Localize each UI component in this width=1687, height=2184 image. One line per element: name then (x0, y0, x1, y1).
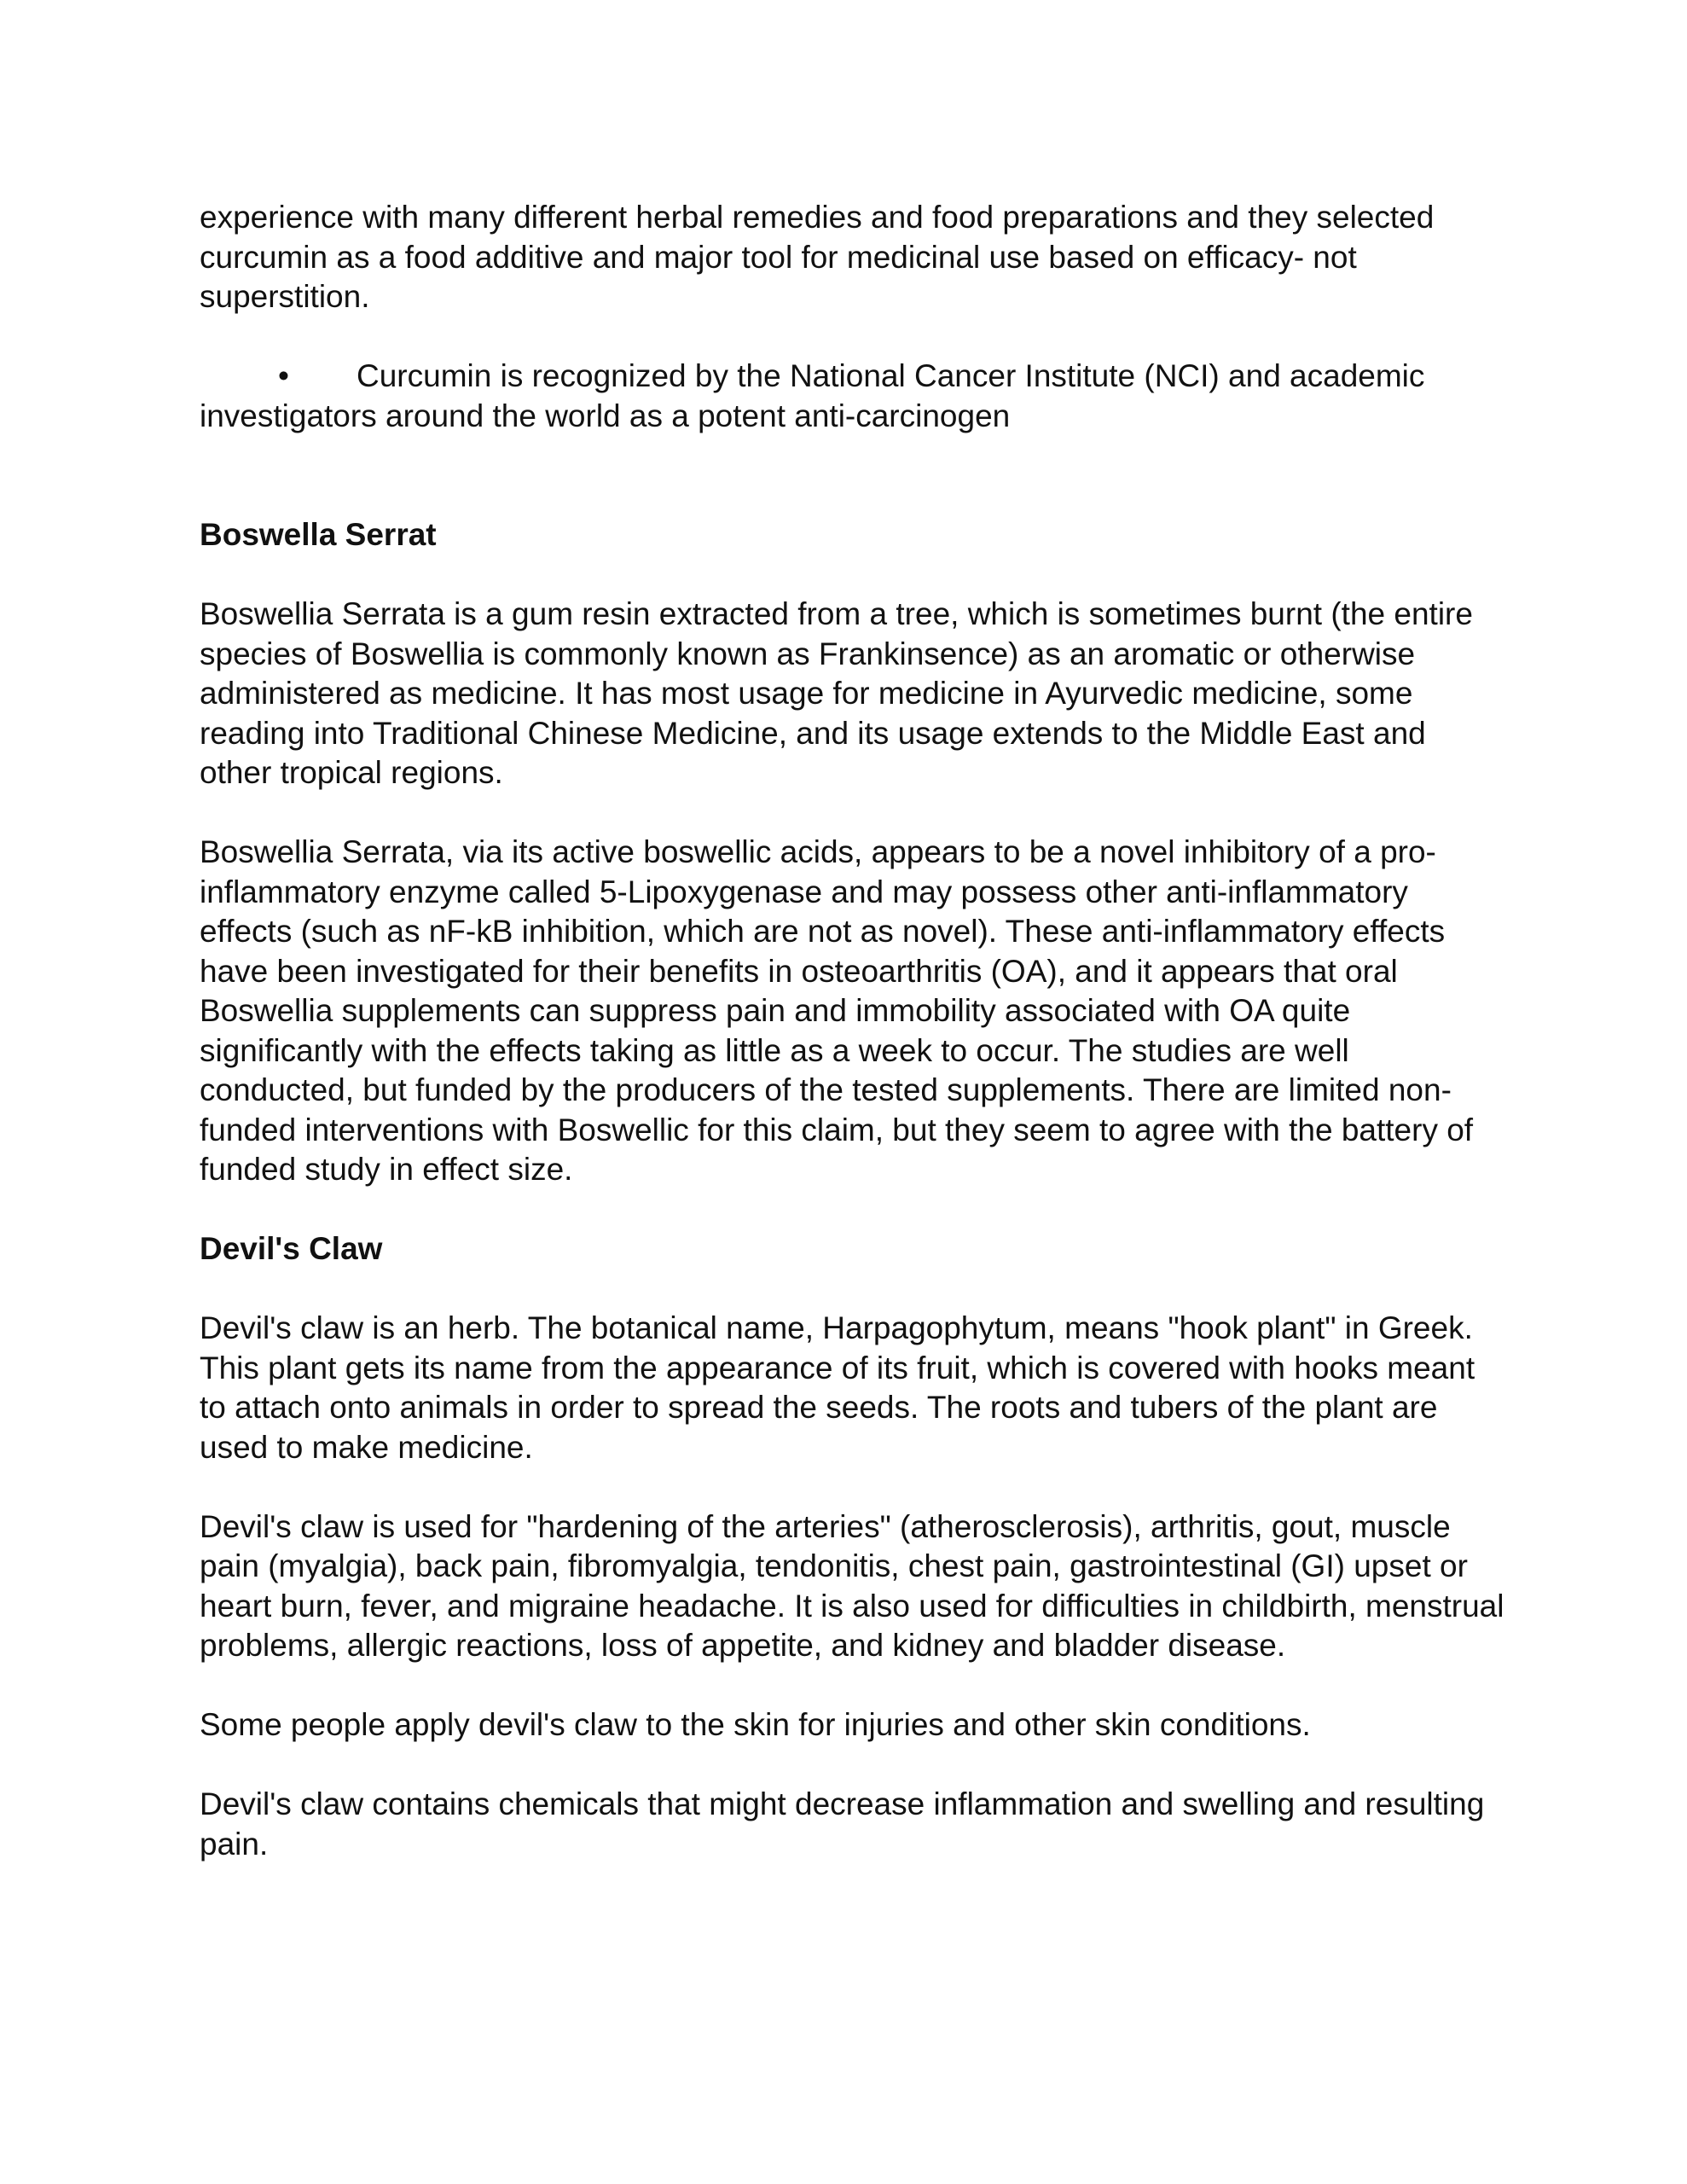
boswella-paragraph-2: Boswellia Serrata, via its active boswellic acids, appears to be a novel inhibitory of a pro-inflammatory enzyme called 5-Lipoxygenase and may possess other anti-inflammatory effects (such as nF-kB inhibition, which are not as novel). These anti-inflammatory effects have been investigated for their benefits in osteoarthritis (OA), and it appears that oral Boswellia supplements can suppress pain and immobility associated with OA quite significantly with the effects taking as little as a week to occur. The studies are well conducted, but funded by the producers of the tested supplements. There are limited non-funded interventions with Boswellic for this claim, but they seem to agree with the battery of funded study in effect size. (200, 834, 1474, 1187)
section-spacer (200, 436, 1504, 515)
devils-claw-paragraph-3: Some people apply devil's claw to the skin for injuries and other skin conditions. (200, 1707, 1311, 1742)
document-body (200, 198, 1504, 1864)
devils-claw-paragraph-1: Devil's claw is an herb. The botanical name, Harpagophytum, means "hook plant" in Greek. This plant gets its name from the appearance of its fruit, which is covered with hooks meant to attach onto animals in order to spread the seeds. The roots and tubers of the plant are used to make medicine. (200, 1310, 1475, 1465)
boswella-paragraph-1: Boswellia Serrata is a gum resin extracted from a tree, which is sometimes burnt (the entire species of Boswellia is commonly known as Frankinsence) as an aromatic or otherwise administered as medicine. It has most usage for medicine in Ayurvedic medicine, some reading into Traditional Chinese Medicine, and its usage extends to the Middle East and other tropical regions. (200, 596, 1473, 790)
boswella-heading: Boswella Serrat (200, 517, 437, 552)
devils-claw-paragraph-2: Devil's claw is used for "hardening of the arteries" (atherosclerosis), arthritis, gout, muscle pain (myalgia), back pain, fibromyalgia, tendonitis, chest pain, gastrointestinal (GI) upset or heart burn, fever, and migraine headache. It is also used for difficulties in childbirth, menstrual problems, allergic reactions, loss of appetite, and kidney and bladder disease. (200, 1508, 1504, 1663)
bullet-icon: • (278, 358, 289, 393)
devils-claw-heading: Devil's Claw (200, 1231, 383, 1266)
curcumin-bullet-text: Curcumin is recognized by the National Cancer Institute (NCI) and academic investigators around the world as a potent anti-carcinogen (200, 358, 1425, 433)
devils-claw-paragraph-4: Devil's claw contains chemicals that might decrease inflammation and swelling and resulting pain. (200, 1786, 1485, 1862)
intro-paragraph: experience with many different herbal remedies and food preparations and they selected curcumin as a food additive and major tool for medicinal use based on efficacy- not superstition. (200, 200, 1435, 314)
curcumin-bullet-item (200, 357, 1504, 436)
